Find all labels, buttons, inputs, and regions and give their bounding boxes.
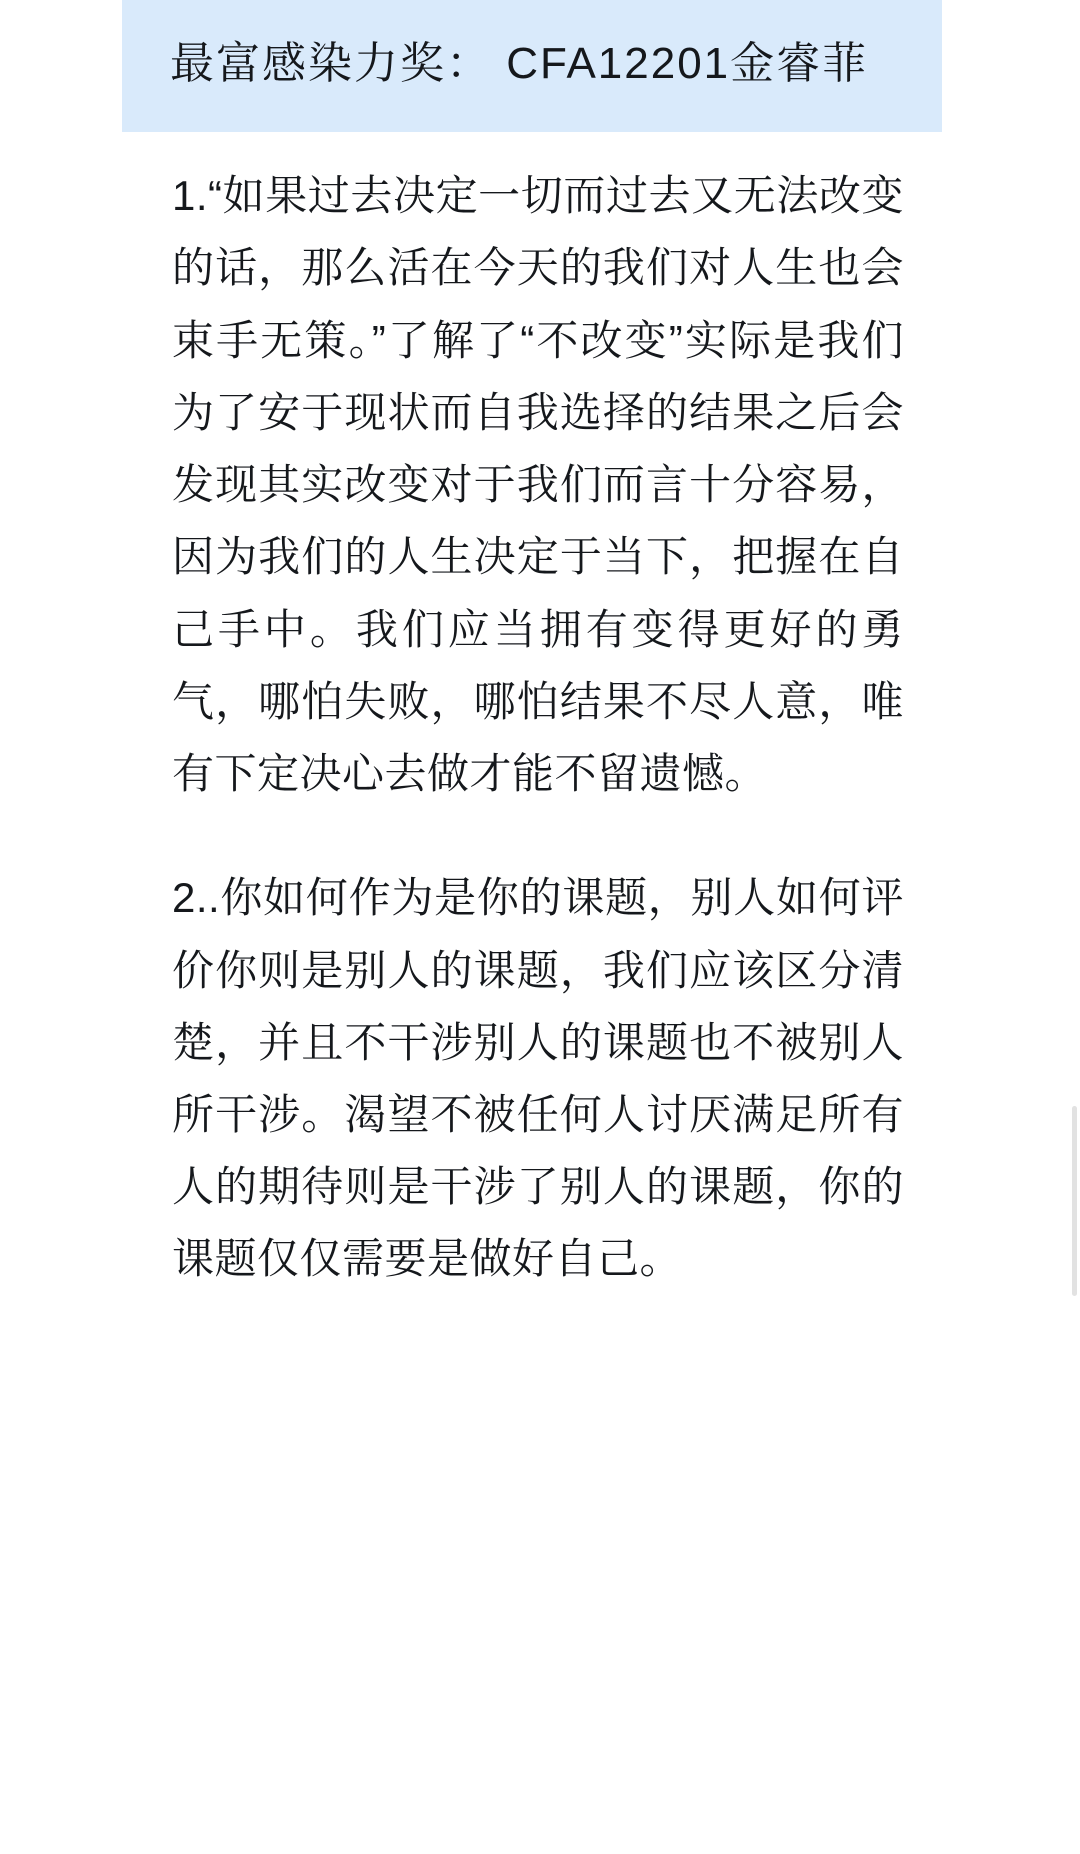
paragraph-2: 2..你如何作为是你的课题，别人如何评价你则是别人的课题，我们应该区分清楚，并且不干涉别人的课题也不被别人所干涉。渴望不被任何人讨厌满足所有人的期待则是干涉了别人的课题，你的课题仅仅需要是做好自己。 [172,874,904,1283]
scrollbar-thumb[interactable] [1072,1106,1077,1296]
content-column [128,0,948,1296]
page-title: 最富感染力奖： CFA12201金睿菲 [170,39,869,88]
body-area [128,132,948,1296]
title-banner [122,0,942,132]
paragraph-1: 1.“如果过去决定一切而过去又无法改变的话，那么活在今天的我们对人生也会束手无策。”了解了“不改变”实际是我们为了安于现状而自我选择的结果之后会发现其实改变对于我们而言十分容易，因为我们的人生决定于当下，把握在自己手中。我们应当拥有变得更好的勇气，哪怕失败，哪怕结果不尽人意，唯有下定决心去做才能不留遗憾。 [172,172,904,798]
